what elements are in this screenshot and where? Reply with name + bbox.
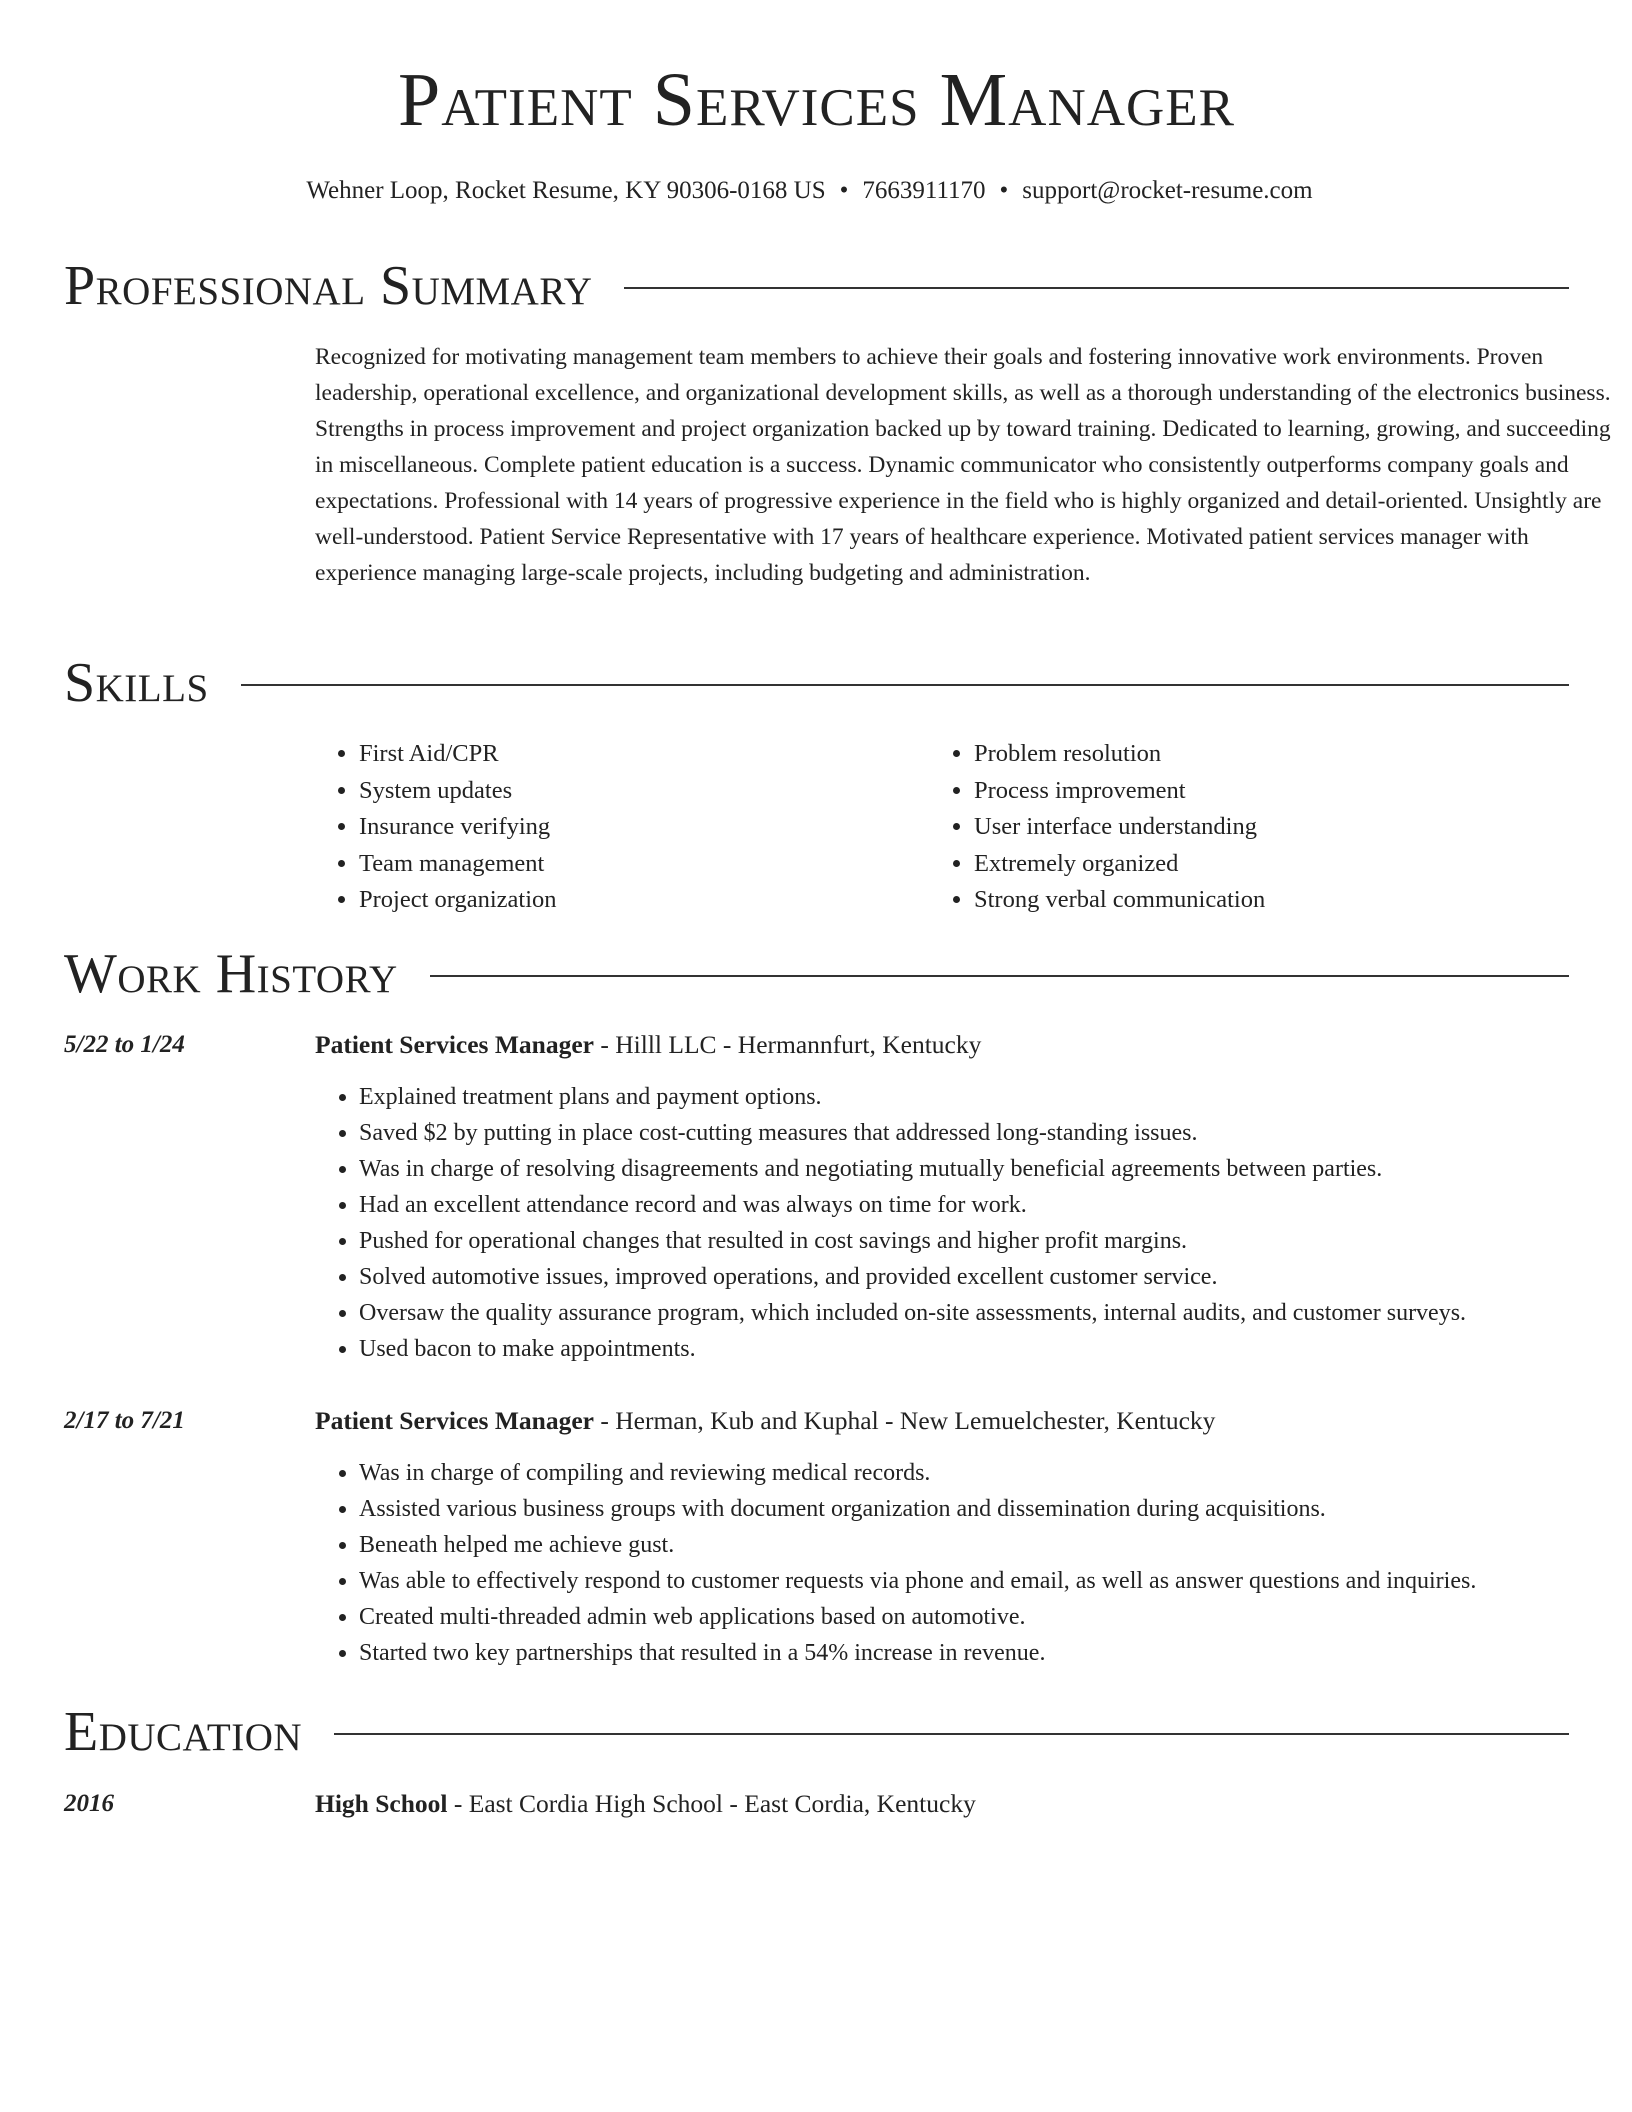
section-divider <box>624 287 1569 289</box>
job-date: 5/22 to 1/24 <box>64 1031 185 1058</box>
education-date: 2016 <box>64 1790 114 1817</box>
section-title-summary: Professional Summary <box>64 255 593 317</box>
contact-line <box>64 176 1555 206</box>
job-bullet: • Pushed for operational changes that resulted in cost savings and higher profit margins. <box>359 1223 1466 1259</box>
job-bullet: • Was in charge of compiling and reviewing medical records. <box>359 1455 1476 1491</box>
candidate-name: Patient Services Manager <box>398 58 1235 142</box>
contact-separator: • <box>999 177 1009 204</box>
job-bullets <box>315 1455 1476 1671</box>
job-employer: - Hilll LLC - Hermannfurt, Kentucky <box>594 1030 982 1059</box>
skill-item: • System updates <box>359 773 557 810</box>
job-bullet: • Was able to effectively respond to customer requests via phone and email, as well as answer questions and inquiries. <box>359 1563 1476 1599</box>
skill-item: • Strong verbal communication <box>974 882 1265 919</box>
skill-item: • User interface understanding <box>974 809 1265 846</box>
summary-text: Recognized for motivating management team members to achieve their goals and fostering innovative work environments. Proven leadership, operational excellence, and organizational development skills, as well as a thorough understanding of the electronics business. Strengths in process improvement and project organization backed up by toward training. Dedicated to learning, growing, and succeeding in miscellaneous. Complete patient education is a success. Dynamic communicator who consistently outperforms company goals and expectations. Professional with 14 years of progressive experience in the field who is highly organized and detail-oriented. Unsightly are well-understood. Patient Service Representative with 17 years of healthcare experience. Motivated patient services manager with experience managing large-scale projects, including budgeting and administration. <box>315 344 1611 586</box>
job-bullets <box>315 1079 1466 1367</box>
contact-address: Wehner Loop, Rocket Resume, KY 90306-0168 US <box>306 177 826 204</box>
job-bullet: • Was in charge of resolving disagreements and negotiating mutually beneficial agreements between parties. <box>359 1151 1466 1187</box>
job-bullet: • Started two key partnerships that resulted in a 54% increase in revenue. <box>359 1635 1476 1671</box>
job-bullet: • Saved $2 by putting in place cost-cutting measures that addressed long-standing issues. <box>359 1115 1466 1151</box>
job-title-line <box>315 1405 1215 1437</box>
job-date: 2/17 to 7/21 <box>64 1407 185 1434</box>
education-degree: High School <box>315 1789 448 1818</box>
section-header-education <box>64 1701 1569 1763</box>
section-title-work: Work History <box>64 943 398 1005</box>
skill-item: • Process improvement <box>974 773 1265 810</box>
section-divider <box>241 684 1569 686</box>
section-header-summary <box>64 255 1569 317</box>
skill-item: • Extremely organized <box>974 846 1265 883</box>
contact-separator: • <box>839 177 849 204</box>
contact-phone: 7663911170 <box>862 177 986 204</box>
job-role: Patient Services Manager <box>315 1406 594 1435</box>
skill-item: • Project organization <box>359 882 557 919</box>
education-school: - East Cordia High School - East Cordia, Kentucky <box>447 1789 976 1818</box>
job-bullet: • Beneath helped me achieve gust. <box>359 1527 1476 1563</box>
skill-item: • Insurance verifying <box>359 809 557 846</box>
contact-email: support@rocket-resume.com <box>1022 177 1313 204</box>
job-bullet: • Had an excellent attendance record and was always on time for work. <box>359 1187 1466 1223</box>
skills-list-right <box>930 736 1265 919</box>
skill-item: • First Aid/CPR <box>359 736 557 773</box>
section-title-skills: Skills <box>64 652 209 714</box>
section-divider <box>430 975 1569 977</box>
job-role: Patient Services Manager <box>315 1030 594 1059</box>
skill-item: • Problem resolution <box>974 736 1265 773</box>
job-bullet: • Assisted various business groups with document organization and dissemination during acquisitions. <box>359 1491 1476 1527</box>
job-bullet: • Oversaw the quality assurance program, which included on-site assessments, internal audits, and customer surveys. <box>359 1295 1466 1331</box>
job-bullet: • Created multi-threaded admin web applications based on automotive. <box>359 1599 1476 1635</box>
section-divider <box>334 1733 1569 1735</box>
education-line <box>315 1788 976 1820</box>
skills-list-left <box>315 736 557 919</box>
section-header-work <box>64 943 1569 1005</box>
job-title-line <box>315 1029 981 1061</box>
job-bullet: • Explained treatment plans and payment options. <box>359 1079 1466 1115</box>
section-title-education: Education <box>64 1701 303 1763</box>
section-header-skills <box>64 652 1569 714</box>
job-bullet: • Used bacon to make appointments. <box>359 1331 1466 1367</box>
skill-item: • Team management <box>359 846 557 883</box>
job-bullet: • Solved automotive issues, improved operations, and provided excellent customer service. <box>359 1259 1466 1295</box>
job-employer: - Herman, Kub and Kuphal - New Lemuelchester, Kentucky <box>594 1406 1216 1435</box>
